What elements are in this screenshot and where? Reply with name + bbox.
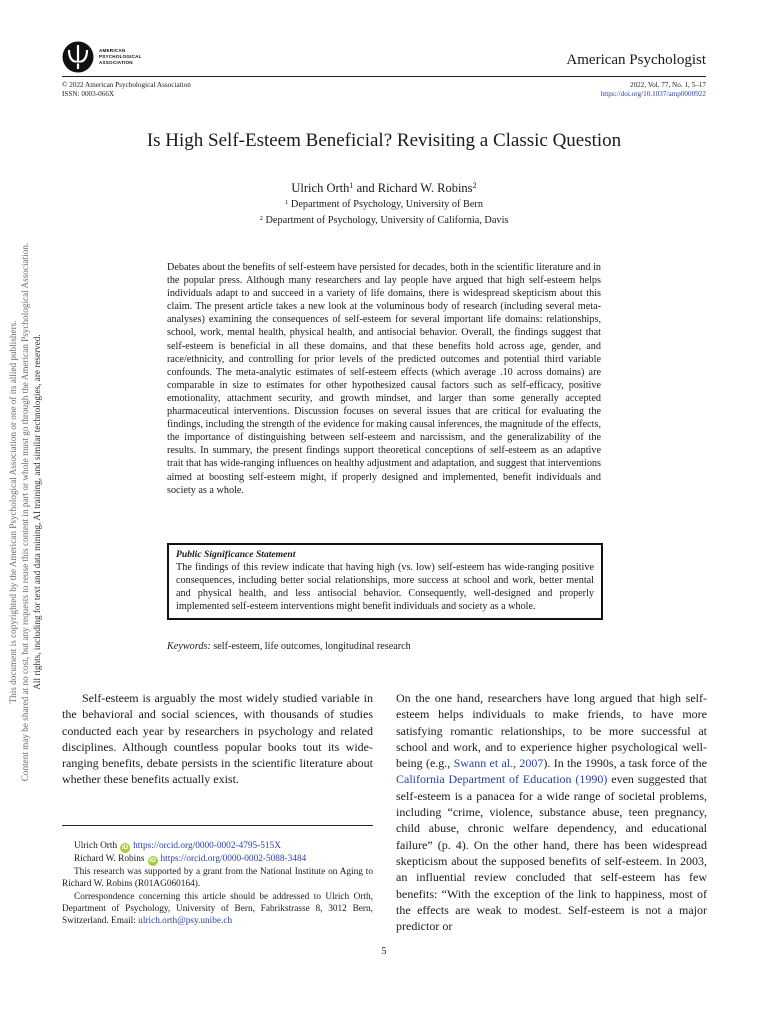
author-name: Richard W. Robins: [377, 181, 473, 195]
funding-note: This research was supported by a grant from the National Institute on Aging to Richard W. Robins (R01AG060164).: [62, 867, 373, 890]
author-affil-mark: 2: [472, 181, 477, 191]
keywords-text: self-esteem, life outcomes, longitudinal research: [210, 641, 411, 652]
correspondence-note: Correspondence concerning this article should be addressed to Ulrich Orth, Department of Psychology, University of Bern, Fabrikstrasse 8, 3012 Bern, Switzerland. Email: ulrich.orth@psy.unibe.ch: [62, 891, 373, 927]
abstract: Debates about the benefits of self-esteem have persisted for decades, both in the scientific literature and in the popular press. Although many researchers and lay people have argued that high self-esteem helps individuals adapt to and succeed in a variety of life domains, there is widespread skepticism about this claim. The present article takes a new look at the voluminous body of research (including several meta-analyses) examining the consequences of self-esteem for several important life domains: relationships, school, work, mental health, physical health, and antisocial behavior. Overall, the findings suggest that self-esteem is beneficial in all these domains, and that these benefits hold across age, gender, and race/ethnicity, and controlling for prior levels of the predicted outcomes and potential third variable confounds. The meta-analytic estimates of self-esteem effects (which average .10 across domains) are comparable in size to estimates for other hypothesized causal factors such as self-efficacy, positive emotionality, attachment security, and growth mindset, and larger than some generally accepted pharmaceutical interventions. Discussion focuses on several issues that are critical for evaluating the findings, including the strength of the evidence for making causal inferences, the magnitude of the effects, the importance of distinguishing between self-esteem and narcissism, and the generalizability of the results. In summary, the present findings support theoretical conceptions of self-esteem as an adaptive trait that has wide-ranging influences on healthy adjustment and adaptation, and suggest that interventions aimed at boosting self-esteem might, if properly designed and implemented, benefit individuals and society as a whole.: [167, 262, 601, 496]
keywords: [167, 641, 411, 652]
body-right-column: On the one hand, researchers have long argued that high self-esteem helps individuals to make friends, to have more satisfying romantic relationships, to be more successful at school and work, and to experience higher psychological well-being (e.g., Swann et al., 2007). In the 1990s, a task force of the California Department of Education (1990) even suggested that self-esteem is a panacea for a wide range of societal problems, including “crime, violence, substance abuse, teen pregnancy, child abuse, chronic welfare dependency, and educational failure” (p. 4). On the other hand, there has been widespread skepticism about the supposed benefits of self-esteem. In 2003, an influential review concluded that self-esteem has few benefits: “With the exception of the link to happiness, most of the effects are weak to modest. Self-esteem is not a major predictor or: [396, 691, 707, 934]
citation-line: 2022, Vol. 77, No. 1, 5–17: [629, 81, 706, 89]
citation-link-swann[interactable]: Swann et al., 2007: [453, 756, 544, 771]
orcid-entry: Richard W. Robins iD https://orcid.org/0000-0002-5088-3484: [74, 854, 307, 864]
side-notice-line-1: This document is copyrighted by the American Psychological Association or one of its allied publishers.: [8, 320, 18, 704]
email-link[interactable]: ulrich.orth@psy.unibe.ch: [138, 916, 233, 927]
issn-line: ISSN: 0003-066X: [62, 90, 115, 98]
apa-logo: [62, 41, 142, 73]
citation-link-california[interactable]: California Department of Education (1990): [396, 772, 608, 787]
body-left-column: Self-esteem is arguably the most widely studied variable in the behavioral and social sciences, with thousands of studies conducted each year by researchers in psychology and related disciplines. Although countless popular books tout its wide-ranging benefits, debate persists in the scientific literature about whether these benefits actually exist.: [62, 691, 373, 787]
affiliation-2: $^2$ Department of Psychology, University of California, Davis: [259, 215, 509, 226]
author-conjunction: and: [353, 181, 378, 195]
orcid-icon: iD: [149, 857, 156, 864]
apa-emblem-icon: [62, 41, 94, 73]
journal-name: American Psychologist: [566, 52, 706, 68]
doi-link[interactable]: https://doi.org/10.1037/amp0000922: [600, 90, 706, 98]
public-significance-statement: [167, 543, 603, 620]
orcid-link[interactable]: https://orcid.org/0000-0002-5088-3484: [160, 854, 307, 864]
pss-body: The findings of this review indicate that having high (vs. low) self-esteem has wide-ranging positive consequences, including better social relationships, more success at school and work, better mental and physical health, and less antisocial behavior. Consequently, well-designed and properly implemented self-esteem interventions might benefit individuals and society as a whole.: [176, 562, 594, 613]
footnotes: [62, 840, 373, 927]
author-affil-mark: 1: [349, 181, 354, 191]
article-title: Is High Self-Esteem Beneficial? Revisiting a Classic Question: [146, 130, 622, 151]
pss-heading: Public Significance Statement: [176, 549, 296, 560]
orcid-entry: Ulrich Orth iD https://orcid.org/0000-0002-4795-515X: [74, 841, 281, 851]
author-line: [0, 181, 768, 196]
copyright-line: © 2022 American Psychological Association: [62, 81, 191, 89]
publication-meta-left: [62, 81, 191, 99]
orcid-link[interactable]: https://orcid.org/0000-0002-4795-515X: [133, 841, 281, 851]
copyright-side-notice: [7, 212, 43, 812]
publication-meta-right: [601, 81, 706, 99]
side-notice-line-3: All rights, including for text and data mining, AI training, and similar technologies, are reserved.: [32, 334, 42, 690]
footnote-rule: [62, 825, 373, 826]
side-notice-line-2: Content may be shared at no cost, but any requests to reuse this content in part or whole must go through the American Psychological Association.: [20, 242, 30, 782]
apa-logo-text: AMERICAN PSYCHOLOGICAL ASSOCIATION: [99, 48, 142, 65]
keywords-label: Keywords:: [167, 641, 211, 652]
page-number: 5: [381, 946, 387, 957]
author-name: Ulrich Orth: [291, 181, 350, 195]
header-rule: [62, 76, 706, 77]
orcid-icon: iD: [121, 844, 129, 851]
affiliation-1: $^1$ Department of Psychology, University of Bern: [285, 199, 483, 210]
